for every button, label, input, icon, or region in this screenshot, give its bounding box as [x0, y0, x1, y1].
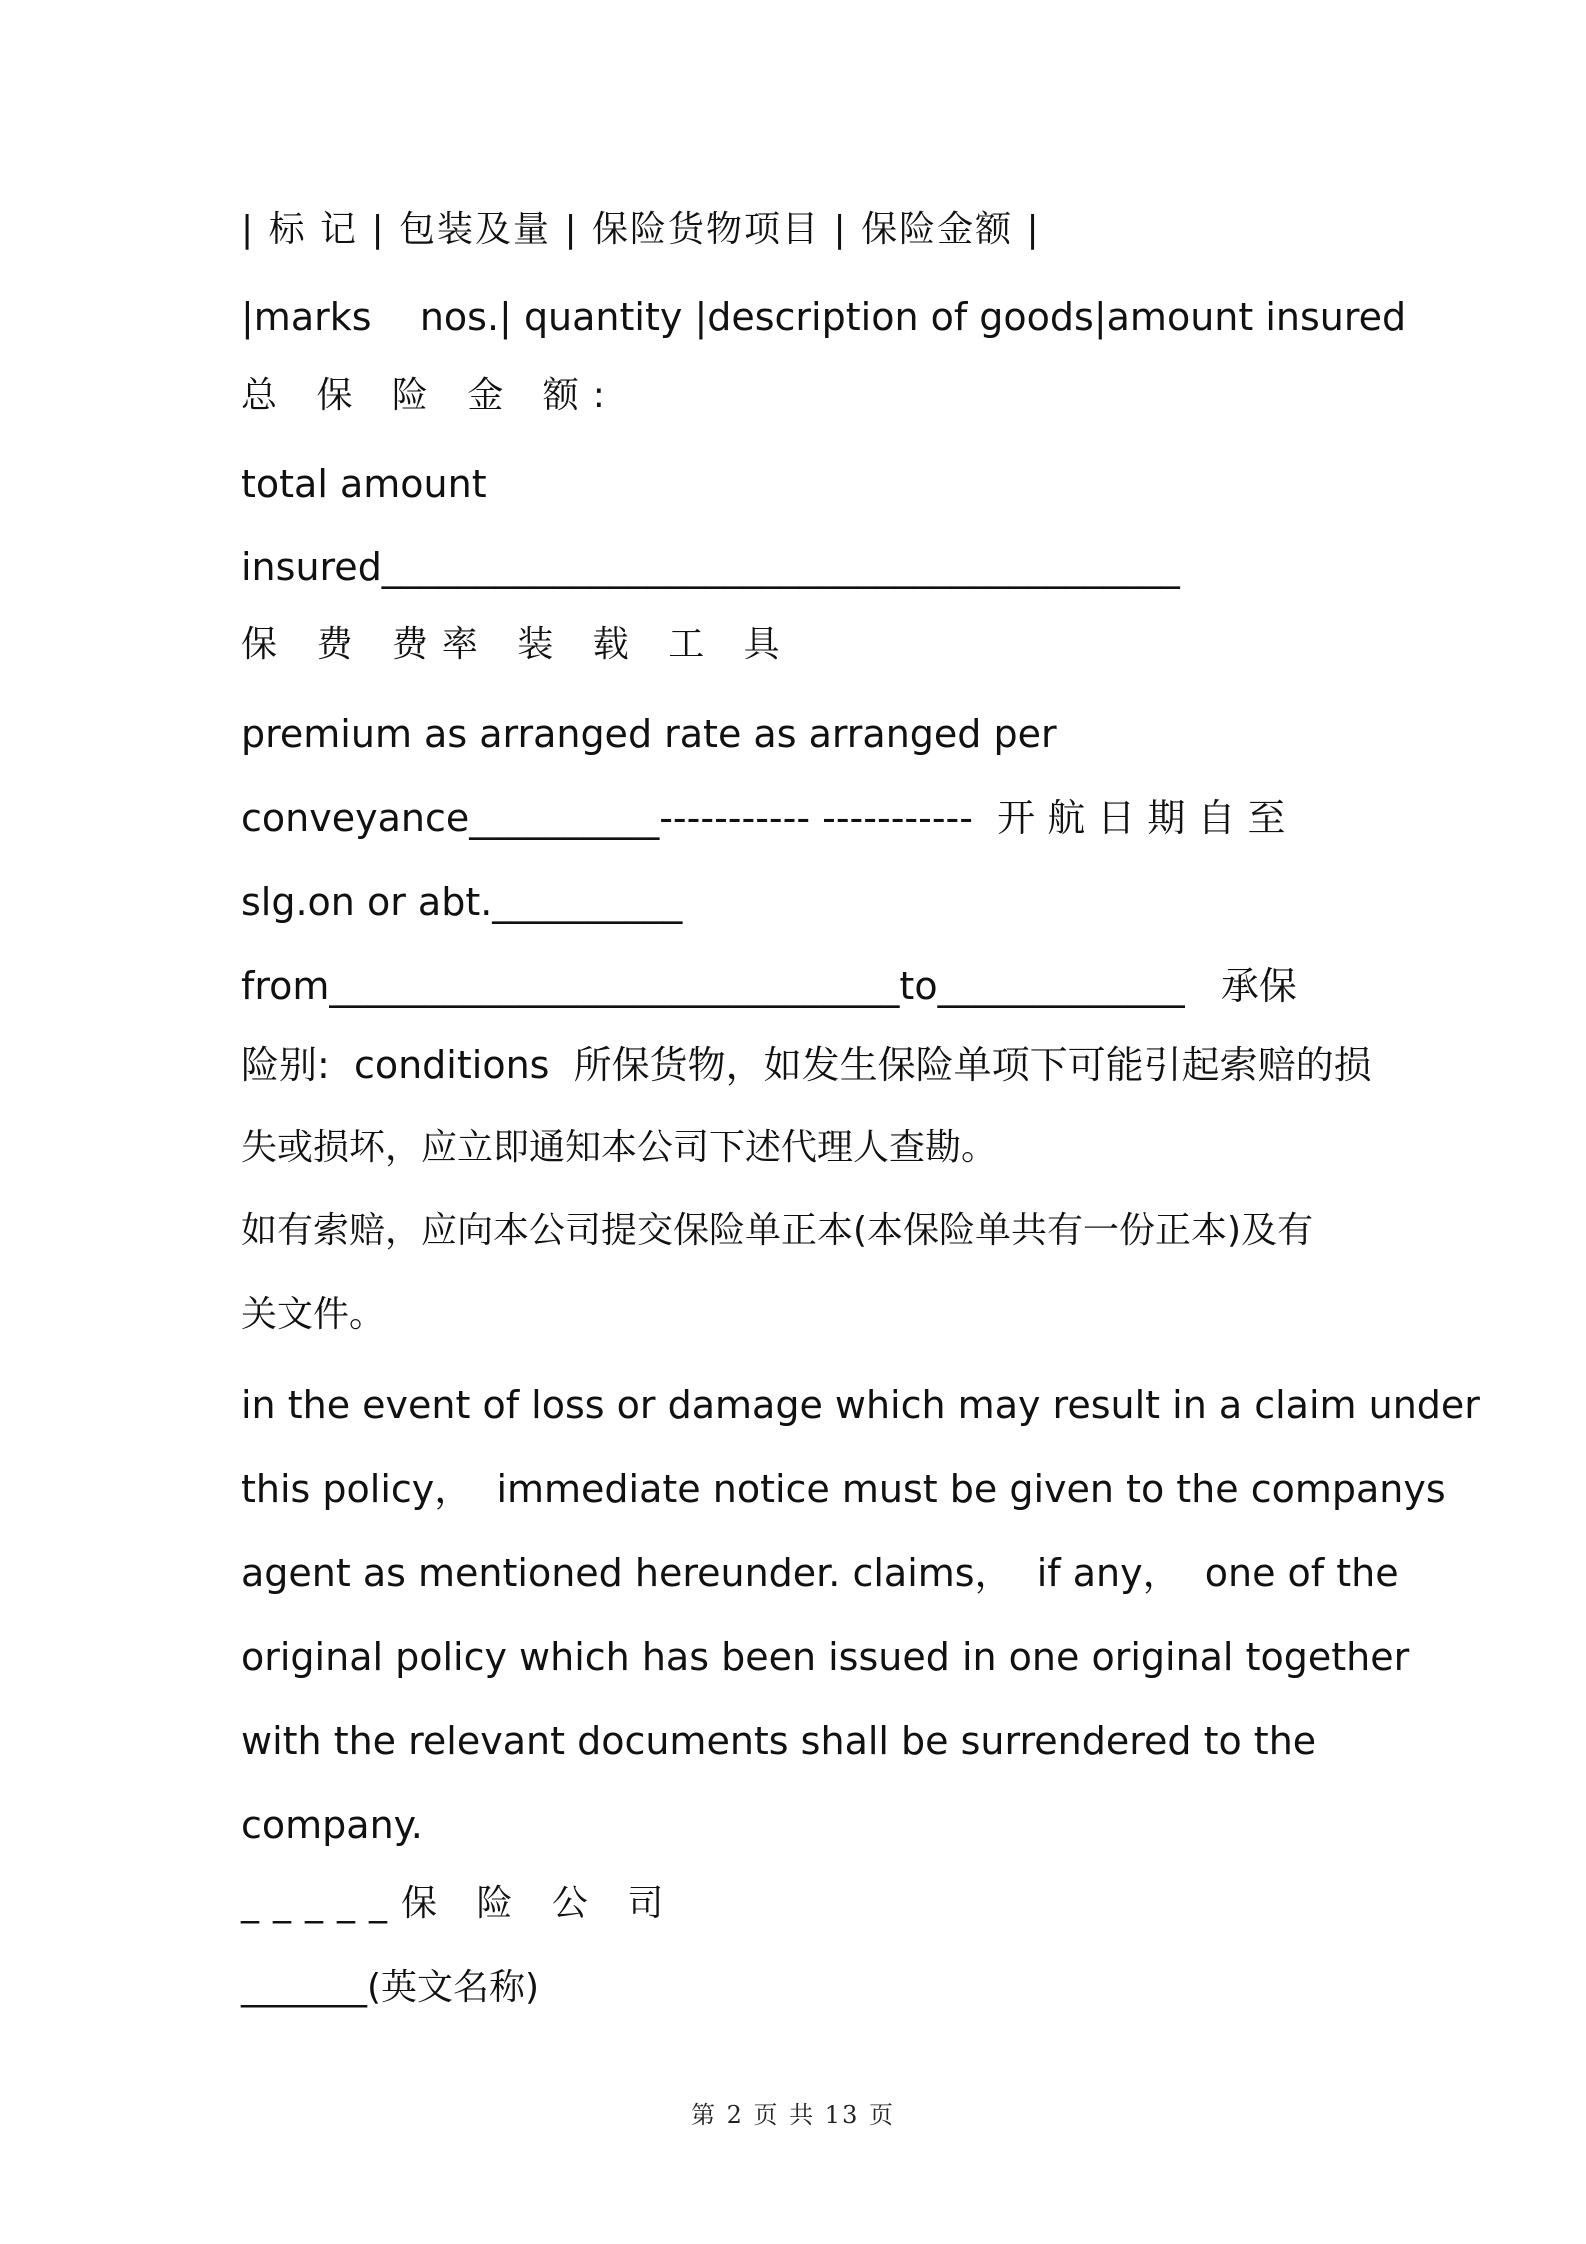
- claims-english-6: company.: [241, 1803, 423, 1847]
- conditions-continuation: 失或损坏，应立即通知本公司下述代理人查勘。: [241, 1127, 998, 1168]
- claims-chinese: 如有索赔，应向本公司提交保险单正本(本保险单共有一份正本)及有: [241, 1210, 1314, 1251]
- claims-english-5: with the relevant documents shall be surrendered to the: [241, 1719, 1317, 1763]
- conditions-line: 险别: conditions 所保货物，如发生保险单项下可能引起索赔的损: [241, 1043, 1372, 1087]
- claims-english-3: agent as mentioned hereunder. claims， if any， one of the: [241, 1551, 1399, 1595]
- claims-chinese-continuation: 关文件。: [241, 1294, 386, 1335]
- premium-chinese: 保 费 费率 装 载 工 具: [241, 624, 794, 665]
- conveyance-line: conveyance__________----------- ----------- 开 航 日 期 自 至: [241, 796, 1286, 840]
- from-to-line: from______________________________to_____________ 承保: [241, 964, 1297, 1008]
- insurer-name-chinese: _____保 险 公 司: [241, 1883, 678, 1924]
- page-number-footer: 第 2 页 共 13 页: [691, 2101, 895, 2129]
- table-header-english: |marks nos.| quantity |description of goods|amount insured: [241, 295, 1407, 339]
- claims-english-4: original policy which has been issued in one original together: [241, 1635, 1410, 1679]
- insurer-name-english: _______(英文名称): [241, 1967, 540, 2008]
- sailing-date-line: slg.on or abt.__________: [241, 880, 683, 924]
- total-amount-english: total amount: [241, 462, 487, 506]
- claims-english-1: in the event of loss or damage which may result in a claim under: [241, 1383, 1480, 1427]
- premium-english: premium as arranged rate as arranged per: [241, 712, 1057, 756]
- insured-line: insured__________________________________________: [241, 545, 1180, 589]
- claims-english-2: this policy， immediate notice must be given to the companys: [241, 1467, 1446, 1511]
- total-amount-chinese: 总 保 险 金 额:: [241, 375, 619, 416]
- table-header-chinese: | 标 记 | 包装及量 | 保险货物项目 | 保险金额 |: [241, 209, 1041, 250]
